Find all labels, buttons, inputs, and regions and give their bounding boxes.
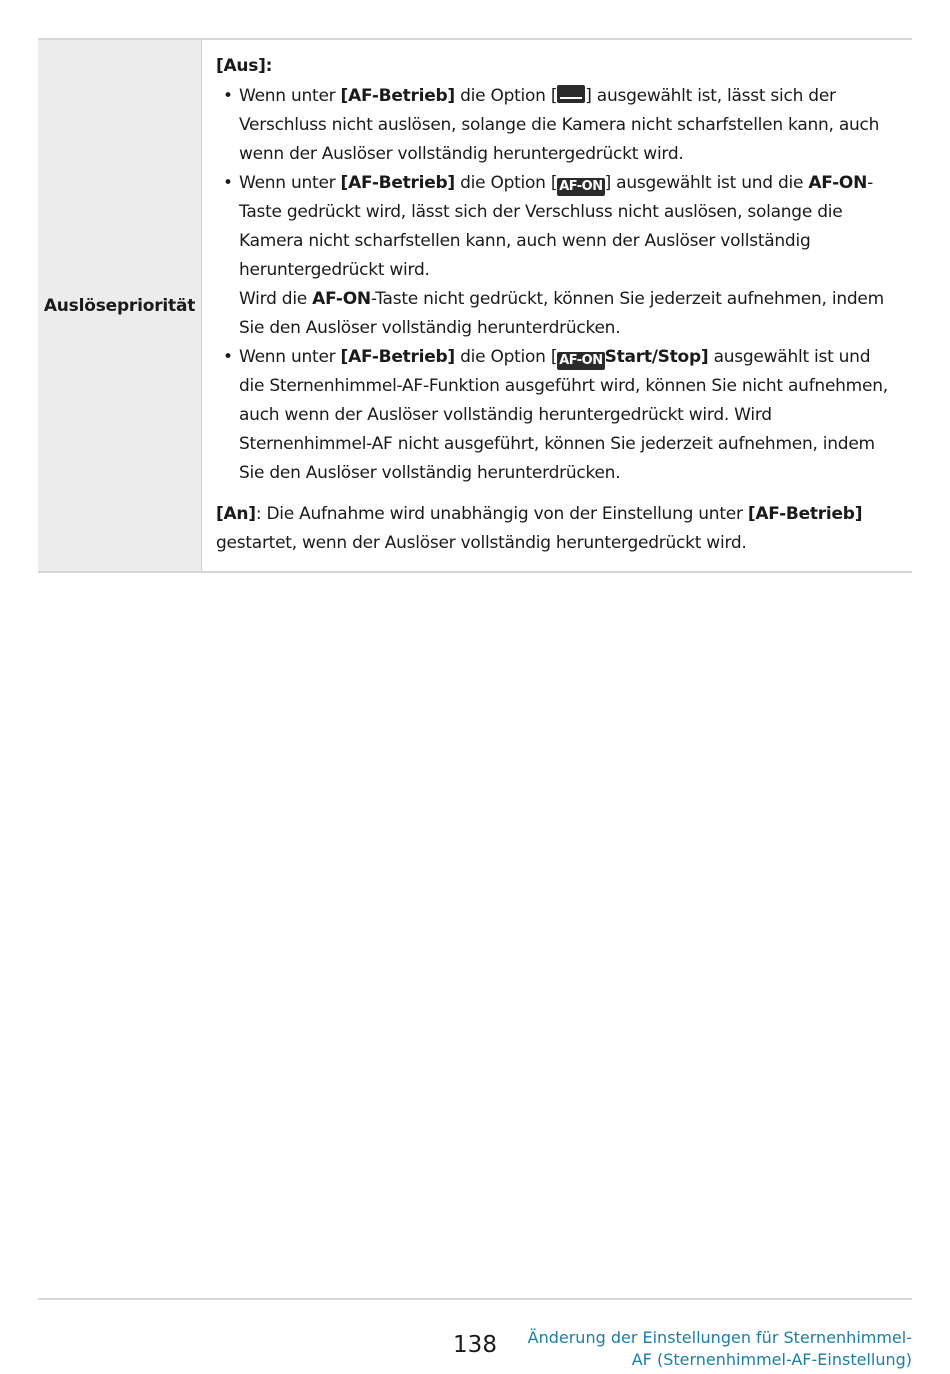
text: die Option [: [454, 173, 558, 193]
single-af-icon: [557, 85, 585, 103]
off-bullet-list: [216, 82, 898, 488]
row-description: [202, 40, 912, 571]
text: Wird die: [239, 289, 313, 309]
text: die Option [: [454, 347, 558, 367]
footer-divider: [38, 1298, 912, 1300]
text: Wenn unter: [239, 347, 341, 367]
text: ] ausgewählt ist, lässt sich der Verschluss nicht auslösen, solange die Kamera nicht scharfstellen kann, auch wenn der Auslöser vollständig heruntergedrückt wird.: [239, 86, 880, 164]
on-label: [An]: [216, 504, 256, 524]
text: die Option [: [454, 86, 558, 106]
af-mode-label: [AF-Betrieb]: [747, 504, 863, 524]
text: : Die Aufnahme wird unabhängig von der Einstellung unter: [255, 504, 748, 524]
af-on-icon: AF-ON: [559, 179, 603, 194]
af-on-icon: AF-ON: [559, 353, 603, 368]
text: -Taste gedrückt wird, lässt sich der Verschluss nicht auslösen, solange die Kamera nicht scharfstellen kann, auch wenn der Auslöser vollständig heruntergedrückt wird.: [239, 173, 873, 280]
start-stop-label: Start/Stop]: [604, 347, 709, 367]
list-item: [216, 169, 898, 343]
section-link-line2[interactable]: AF (Sternenhimmel-AF-Einstellung): [631, 1350, 912, 1369]
list-item: [216, 82, 898, 169]
af-on-label: AF-ON: [312, 289, 371, 309]
af-mode-label: [AF-Betrieb]: [340, 86, 455, 106]
text: Wenn unter: [239, 86, 341, 106]
af-on-label: AF-ON: [808, 173, 868, 193]
section-link[interactable]: [528, 1327, 912, 1371]
text: gestartet, wenn der Auslöser vollständig heruntergedrückt wird.: [216, 533, 747, 553]
af-mode-label: [AF-Betrieb]: [340, 347, 455, 367]
section-link-line1[interactable]: Änderung der Einstellungen für Sternenhimmel-: [527, 1328, 912, 1347]
page-number: 138: [453, 1332, 497, 1358]
settings-table: [38, 38, 912, 573]
text: ausgewählt ist und die Sternenhimmel-AF-Funktion ausgeführt wird, können Sie nicht aufnehmen, auch wenn der Auslöser vollständig heruntergedrückt wird. Wird Sternenhimmel-AF nicht ausgeführt, können Sie jederzeit aufnehmen, indem Sie den Auslöser vollständig herunterdrücken.: [239, 347, 888, 483]
text: -Taste nicht gedrückt, können Sie jederzeit aufnehmen, indem Sie den Auslöser vollständig herunterdrücken.: [239, 289, 884, 338]
text: Wenn unter: [239, 173, 341, 193]
row-label: Auslösepriorität: [38, 40, 202, 571]
on-paragraph: [216, 500, 898, 558]
list-item: [216, 343, 898, 488]
text: ] ausgewählt ist und die: [604, 173, 809, 193]
off-heading: [Aus]:: [216, 56, 273, 76]
af-mode-label: [AF-Betrieb]: [340, 173, 455, 193]
